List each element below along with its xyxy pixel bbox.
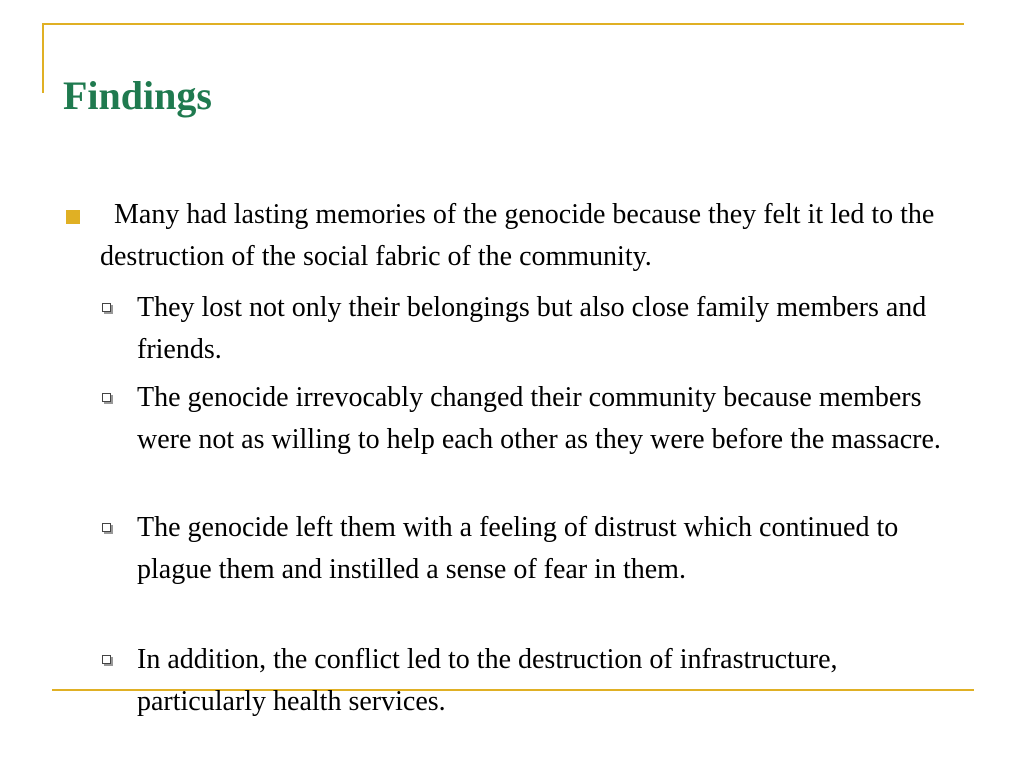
main-bullet-text: Many had lasting memories of the genocide because they felt it led to the destruction of the social fabric of the community. — [100, 199, 935, 272]
sub-bullet-item — [100, 639, 970, 723]
hollow-square-bullet-icon — [102, 655, 111, 664]
sub-bullet-text: The genocide irrevocably changed their community because members were not as willing to help each other as they were before the massacre. — [137, 382, 941, 455]
sub-bullet-item — [100, 507, 970, 591]
left-rule — [42, 23, 44, 93]
sub-bullet-text: The genocide left them with a feeling of distrust which continued to plague them and instilled a sense of fear in them. — [137, 512, 899, 585]
top-rule — [42, 23, 964, 25]
sub-bullet-text: They lost not only their belongings but also close family members and friends. — [137, 292, 927, 365]
sub-bullet-item — [100, 377, 970, 461]
hollow-square-bullet-icon — [102, 523, 111, 532]
hollow-square-bullet-icon — [102, 303, 111, 312]
sub-bullet-text: In addition, the conflict led to the destruction of infrastructure, particularly health services. — [137, 644, 838, 717]
sub-bullet-item — [100, 287, 970, 371]
filled-square-bullet-icon — [66, 210, 80, 224]
hollow-square-bullet-icon — [102, 393, 111, 402]
slide-title: Findings — [63, 73, 212, 118]
